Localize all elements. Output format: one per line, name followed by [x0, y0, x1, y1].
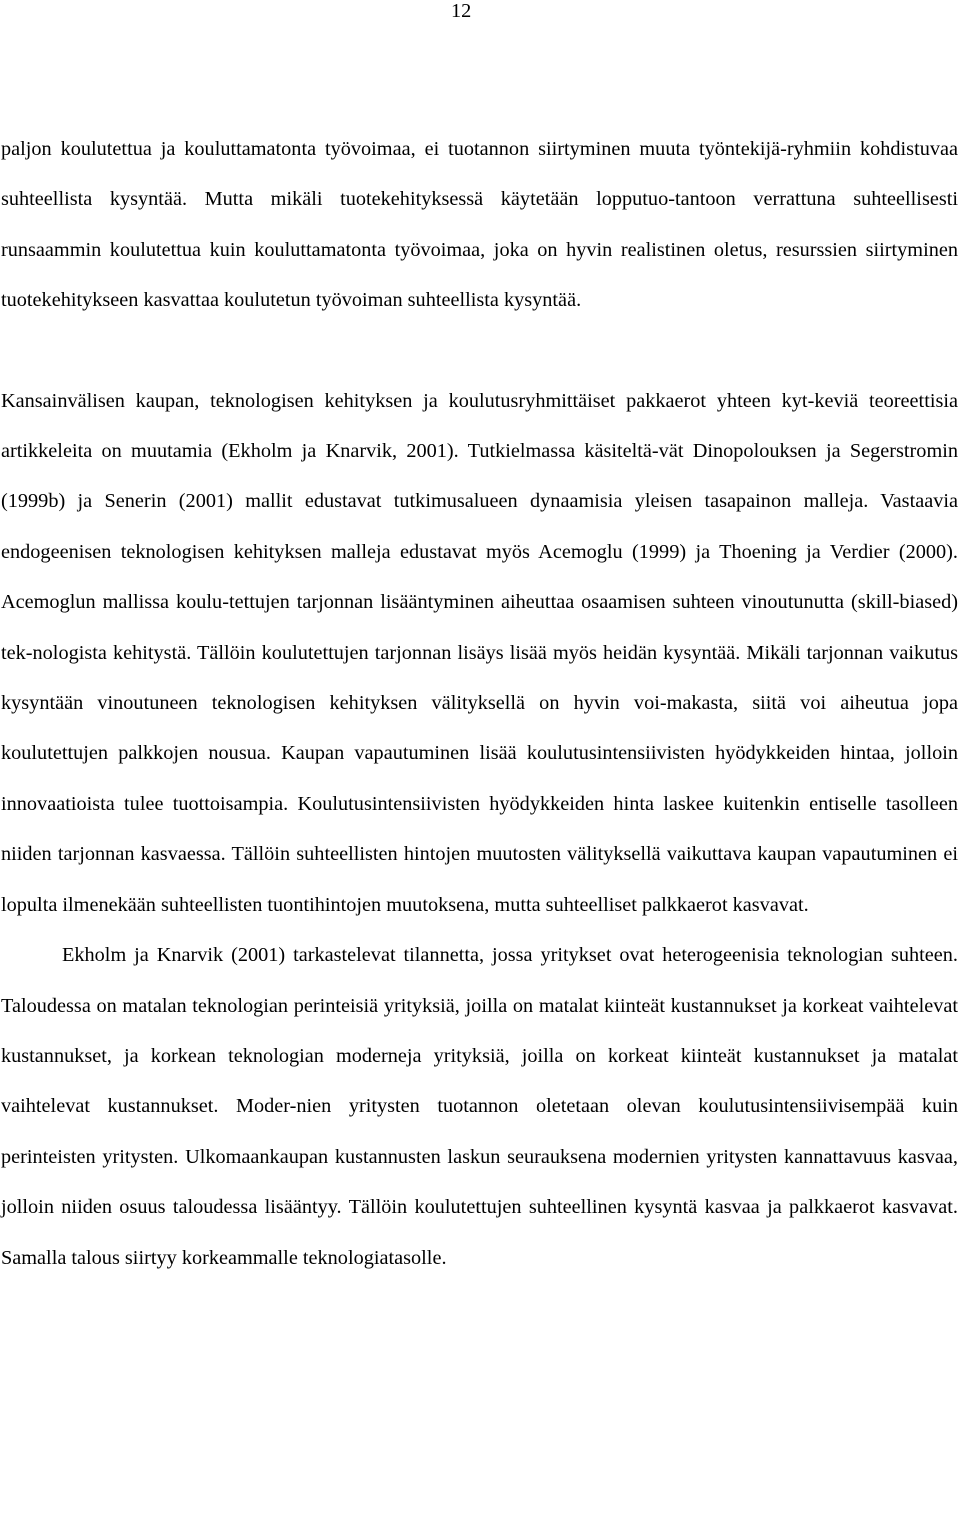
page-number-text: 12	[451, 0, 472, 22]
paragraph-2: Kansainvälisen kaupan, teknologisen kehityksen ja koulutusryhmittäiset pakkaerot yhteen kyt-keviä teoreettisia artikkeleita on muutamia (Ekholm ja Knarvik, 2001). Tutkielmassa käsiteltä-vät Dinopolouksen ja Segerstromin (1999b) ja Senerin (2001) mallit edustavat tutkimusalueen dynaamisia yleisen tasapainon malleja. Vastaavia endogeenisen teknologisen kehityksen malleja edustavat myös Acemoglu (1999) ja Thoening ja Verdier (2000). Acemoglun mallissa koulu-tettujen tarjonnan lisääntyminen aiheuttaa osaamisen suhteen vinoutunutta (skill-biased) tek-nologista kehitystä. Tällöin koulutettujen tarjonnan lisäys lisää myös heidän kysyntää. Mikäli tarjonnan vaikutus kysyntään vinoutuneen teknologisen kehityksen välityksellä on hyvin voi-makasta, siitä voi aiheutua jopa koulutettujen palkkojen nousua. Kaupan vapautuminen lisää koulutusintensiivisten hyödykkeiden hintaa, jolloin innovaatioista tulee tuottoisampia. Koulutusintensiivisten hyödykkeiden hinta laskee kuitenkin entiselle tasolleen niiden tarjonnan kasvaessa. Tällöin suhteellisten hintojen muutosten välityksellä vaikuttava kaupan vapautuminen ei lopulta ilmenekään suhteellisten tuontihintojen muutoksena, mutta suhteelliset palkkaerot kasvavat.	[1, 389, 958, 916]
document-body	[1, 124, 958, 1283]
paragraph-3: Ekholm ja Knarvik (2001) tarkastelevat tilannetta, jossa yritykset ovat heterogeenisia teknologian suhteen. Taloudessa on matalan teknologian perinteisiä yrityksiä, joilla on matalat kiinteät kustannukset ja korkeat vaihtelevat kustannukset, ja korkean teknologian moderneja yrityksiä, joilla on korkeat kiinteät kustannukset ja matalat vaihtelevat kustannukset. Moder-nien yritysten tuotannon oletetaan olevan koulutusintensiivisempää kuin perinteisten yritysten. Ulkomaankaupan kustannusten laskun seurauksena modernien yritysten kannattavuus kasvaa, jolloin niiden osuus taloudessa lisääntyy. Tällöin koulutettujen suhteellinen kysyntä kasvaa ja palkkaerot kasvavat. Samalla talous siirtyy korkeammalle teknologiatasolle.	[1, 944, 958, 1269]
paragraph-1: paljon koulutettua ja kouluttamatonta työvoimaa, ei tuotannon siirtyminen muuta työntekijä-ryhmiin kohdistuvaa suhteellista kysyntää. Mutta mikäli tuotekehityksessä käytetään lopputuo-tantoon verrattuna suhteellisesti runsaammin koulutettua kuin kouluttamatonta työvoimaa, joka on hyvin realistinen oletus, resurssien siirtyminen tuotekehitykseen kasvattaa koulutetun työvoiman suhteellista kysyntää.	[1, 138, 958, 312]
